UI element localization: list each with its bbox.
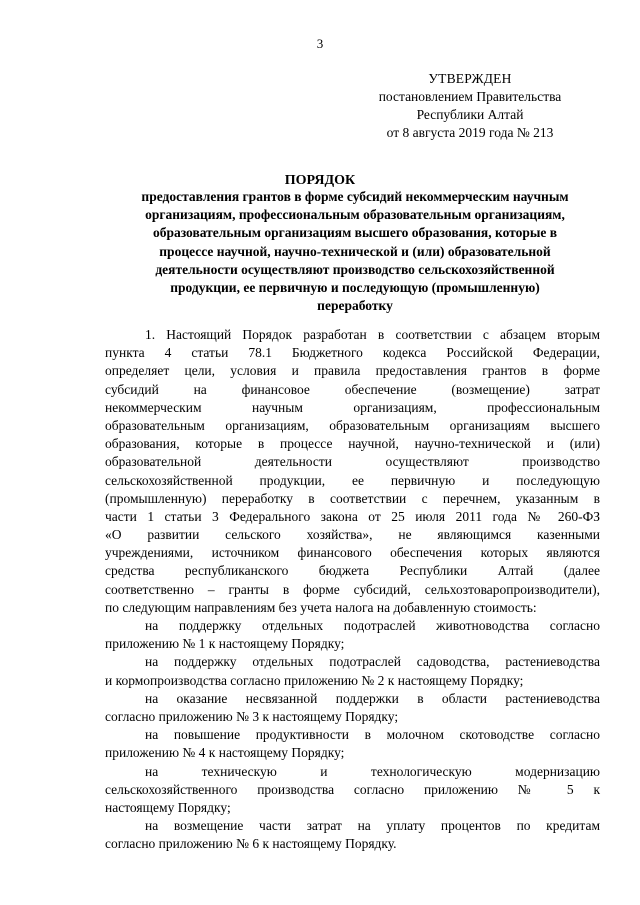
subtitle-line: продукции, ее первичную и последующую (промышленную)	[170, 280, 540, 296]
body-line: соответственно – гранты в форме субсидий, сельхозтоваропроизводители),	[105, 581, 600, 597]
approval-stamp	[350, 70, 590, 142]
subtitle-line: переработку	[317, 298, 393, 314]
body-line: субсидий на финансовое обеспечение (возмещение) затрат	[105, 381, 600, 397]
body-line: (промышленную) переработку в соответствии с перечнем, указанным в	[105, 490, 600, 506]
body-line: на оказание несвязанной поддержки в области растениеводства	[145, 690, 600, 706]
body-line: и кормопроизводства согласно приложению № 2 к настоящему Порядку;	[105, 672, 524, 688]
approval-by: постановлением Правительства	[378, 89, 562, 104]
body-line: настоящему Порядку;	[105, 799, 231, 815]
body-line: образования, которые в процессе научной, научно-технической и (или)	[105, 436, 600, 452]
subtitle-line: образовательным организациям высшего образования, которые в	[152, 225, 558, 241]
body-line: на техническую и технологическую модернизацию	[145, 763, 600, 779]
body-line: на возмещение части затрат на уплату процентов по кредитам	[145, 818, 600, 834]
body-line: определяет цели, условия и правила предоставления грантов в форме	[105, 363, 600, 379]
body-line: на повышение продуктивности в молочном скотоводстве согласно	[145, 727, 600, 743]
body-line: приложению № 4 к настоящему Порядку;	[105, 745, 345, 761]
body-line: учреждениями, источником финансового обеспечения которых являются	[105, 545, 600, 561]
body-line: образовательным организациям, образовательным организациям высшего	[105, 417, 600, 433]
approval-heading: УТВЕРЖДЕН	[428, 71, 512, 86]
body-line: по следующим направлениям без учета налога на добавленную стоимость:	[105, 599, 537, 615]
body-line: «О развитии сельского хозяйства», не являющимся казенными	[105, 527, 600, 543]
body-line: пункта 4 статьи 78.1 Бюджетного кодекса Российской Федерации,	[105, 345, 600, 361]
body-line: средства республиканского бюджета Республики Алтай (далее	[105, 563, 600, 579]
body-line: образовательной деятельности осуществляют производство	[105, 454, 600, 470]
subtitle-line: деятельности осуществляют производство сельскохозяйственной	[155, 261, 555, 277]
body-line: некоммерческим научным организациям, профессиональным	[105, 399, 600, 415]
body-line: на поддержку отдельных подотраслей садоводства, растениеводства	[145, 654, 600, 670]
page-number: 3	[316, 36, 324, 51]
body-line: согласно приложению № 3 к настоящему Порядку;	[105, 708, 399, 724]
subtitle-line: предоставления грантов в форме субсидий некоммерческим научным	[141, 189, 569, 204]
document-title: ПОРЯДОК	[284, 173, 356, 188]
approval-government: Республики Алтай	[416, 107, 524, 122]
document-subtitle	[110, 188, 600, 315]
body-line: 1. Настоящий Порядок разработан в соответствии с абзацем вторым	[145, 327, 600, 342]
approval-date: от 8 августа 2019 года № 213	[386, 125, 554, 140]
body-line: согласно приложению № 6 к настоящему Порядку.	[105, 836, 397, 852]
body-line: сельскохозяйственного производства согласно приложению № 5 к	[105, 781, 600, 797]
document-body	[105, 326, 600, 853]
subtitle-line: организациям, профессиональным образовательным организациям,	[145, 207, 565, 223]
body-line: части 1 статьи 3 Федерального закона от 25 июля 2011 года № 260-ФЗ	[105, 508, 600, 524]
subtitle-line: процессе научной, научно-технической и (или) образовательной	[159, 243, 551, 259]
body-line: сельскохозяйственной продукции, ее первичную и последующую	[105, 472, 600, 488]
body-line: на поддержку отдельных подотраслей животноводства согласно	[145, 618, 600, 633]
body-line: приложению № 1 к настоящему Порядку;	[105, 636, 345, 652]
